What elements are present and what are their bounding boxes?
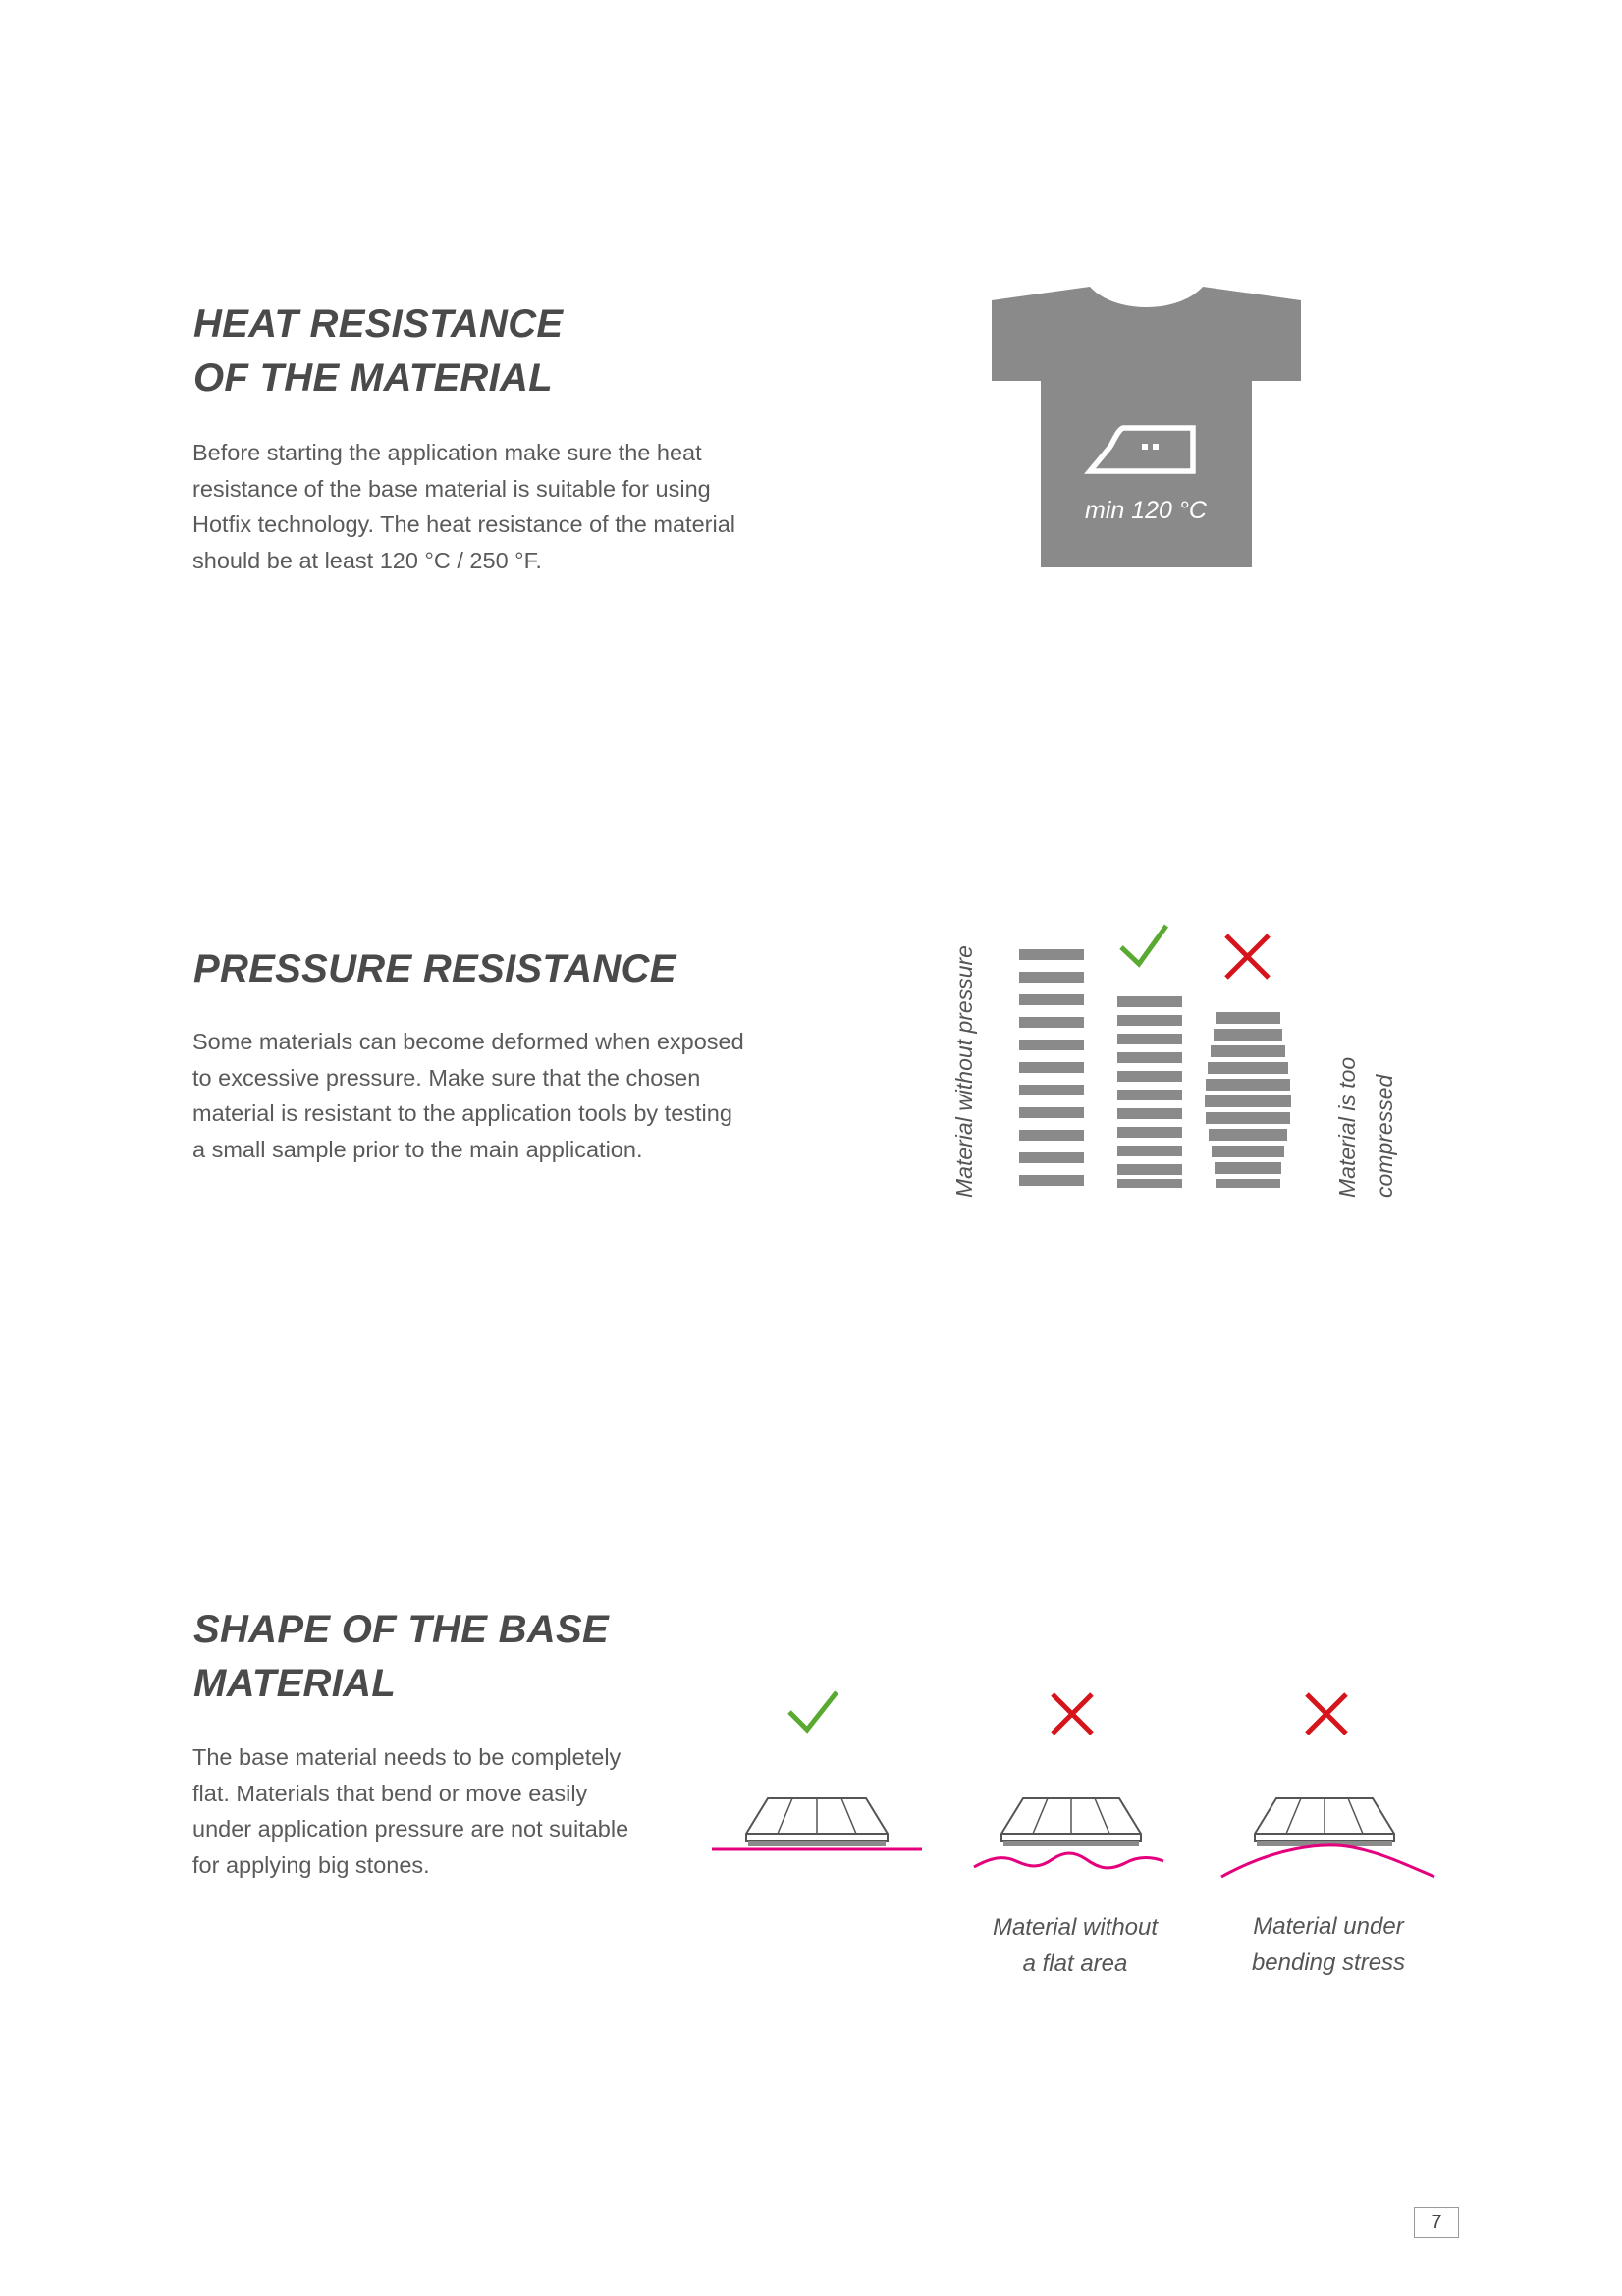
pressure-heading-line-1: PRESSURE RESISTANCE xyxy=(193,947,676,990)
shape-heading xyxy=(193,1603,609,1711)
pressure-body-line: material is resistant to the application tools by testing xyxy=(192,1100,732,1126)
pressure-right-label-line-1: Material is too xyxy=(1334,1056,1360,1198)
caption-uneven xyxy=(943,1909,1208,1982)
caption-bending xyxy=(1196,1908,1461,1981)
shape-flat-illustration xyxy=(709,1681,935,1867)
check-icon xyxy=(789,1692,837,1730)
shape-body xyxy=(192,1739,628,1883)
shape-body-line: The base material needs to be completely xyxy=(192,1744,622,1770)
pressure-heading xyxy=(193,942,676,996)
shape-heading-line-2: MATERIAL xyxy=(193,1662,397,1705)
heat-body-line: should be at least 120 °C / 250 °F. xyxy=(192,547,542,573)
stack-uncompressed xyxy=(1019,949,1084,1186)
heat-body-line: Hotfix technology. The heat resistance of the material xyxy=(192,511,735,537)
heat-body-line: Before starting the application make sure the heat xyxy=(192,440,702,465)
caption-bending-line-2: bending stress xyxy=(1251,1949,1406,1976)
pressure-body-line: a small sample prior to the main application. xyxy=(192,1136,643,1162)
pressure-right-label xyxy=(1328,1057,1403,1198)
caption-uneven-line-2: a flat area xyxy=(1022,1950,1128,1977)
stack-too-compressed xyxy=(1205,1012,1291,1188)
shirt-label: min 120 °C xyxy=(1085,497,1207,524)
page-number: 7 xyxy=(1414,2207,1459,2238)
shape-heading-line-1: SHAPE OF THE BASE xyxy=(193,1608,609,1651)
cross-icon xyxy=(1307,1694,1346,1734)
pressure-right-label-line-2: compressed xyxy=(1372,1074,1397,1198)
pressure-left-label-text: Material without pressure xyxy=(951,945,977,1198)
heat-heading xyxy=(193,297,563,405)
stone-icon xyxy=(1001,1798,1141,1846)
caption-uneven-line-1: Material without xyxy=(992,1914,1159,1941)
pressure-left-label xyxy=(946,945,983,1198)
caption-bending-line-1: Material under xyxy=(1253,1913,1404,1940)
cross-icon xyxy=(1053,1694,1092,1734)
heat-heading-line-2: OF THE MATERIAL xyxy=(193,356,553,400)
tshirt-icon xyxy=(992,287,1306,569)
stack-ok xyxy=(1117,996,1182,1188)
stone-icon xyxy=(1255,1798,1394,1846)
cross-icon xyxy=(1226,935,1269,978)
stone-icon xyxy=(746,1798,888,1846)
shape-body-line: under application pressure are not suitable xyxy=(192,1816,629,1842)
material-stack-icon xyxy=(1011,918,1316,1202)
shape-bending-illustration xyxy=(1216,1681,1441,1887)
heat-body-line: resistance of the base material is suitable for using xyxy=(192,475,711,502)
heat-heading-line-1: HEAT RESISTANCE xyxy=(193,302,564,346)
shape-body-line: for applying big stones. xyxy=(192,1851,430,1878)
check-icon xyxy=(1121,926,1166,964)
heat-body xyxy=(192,435,735,578)
pressure-body xyxy=(192,1024,744,1167)
pressure-body-line: Some materials can become deformed when exposed xyxy=(192,1029,744,1054)
shape-uneven-illustration xyxy=(962,1681,1188,1877)
pressure-body-line: to excessive pressure. Make sure that the chosen xyxy=(192,1064,701,1091)
shape-body-line: flat. Materials that bend or move easily xyxy=(192,1780,588,1806)
